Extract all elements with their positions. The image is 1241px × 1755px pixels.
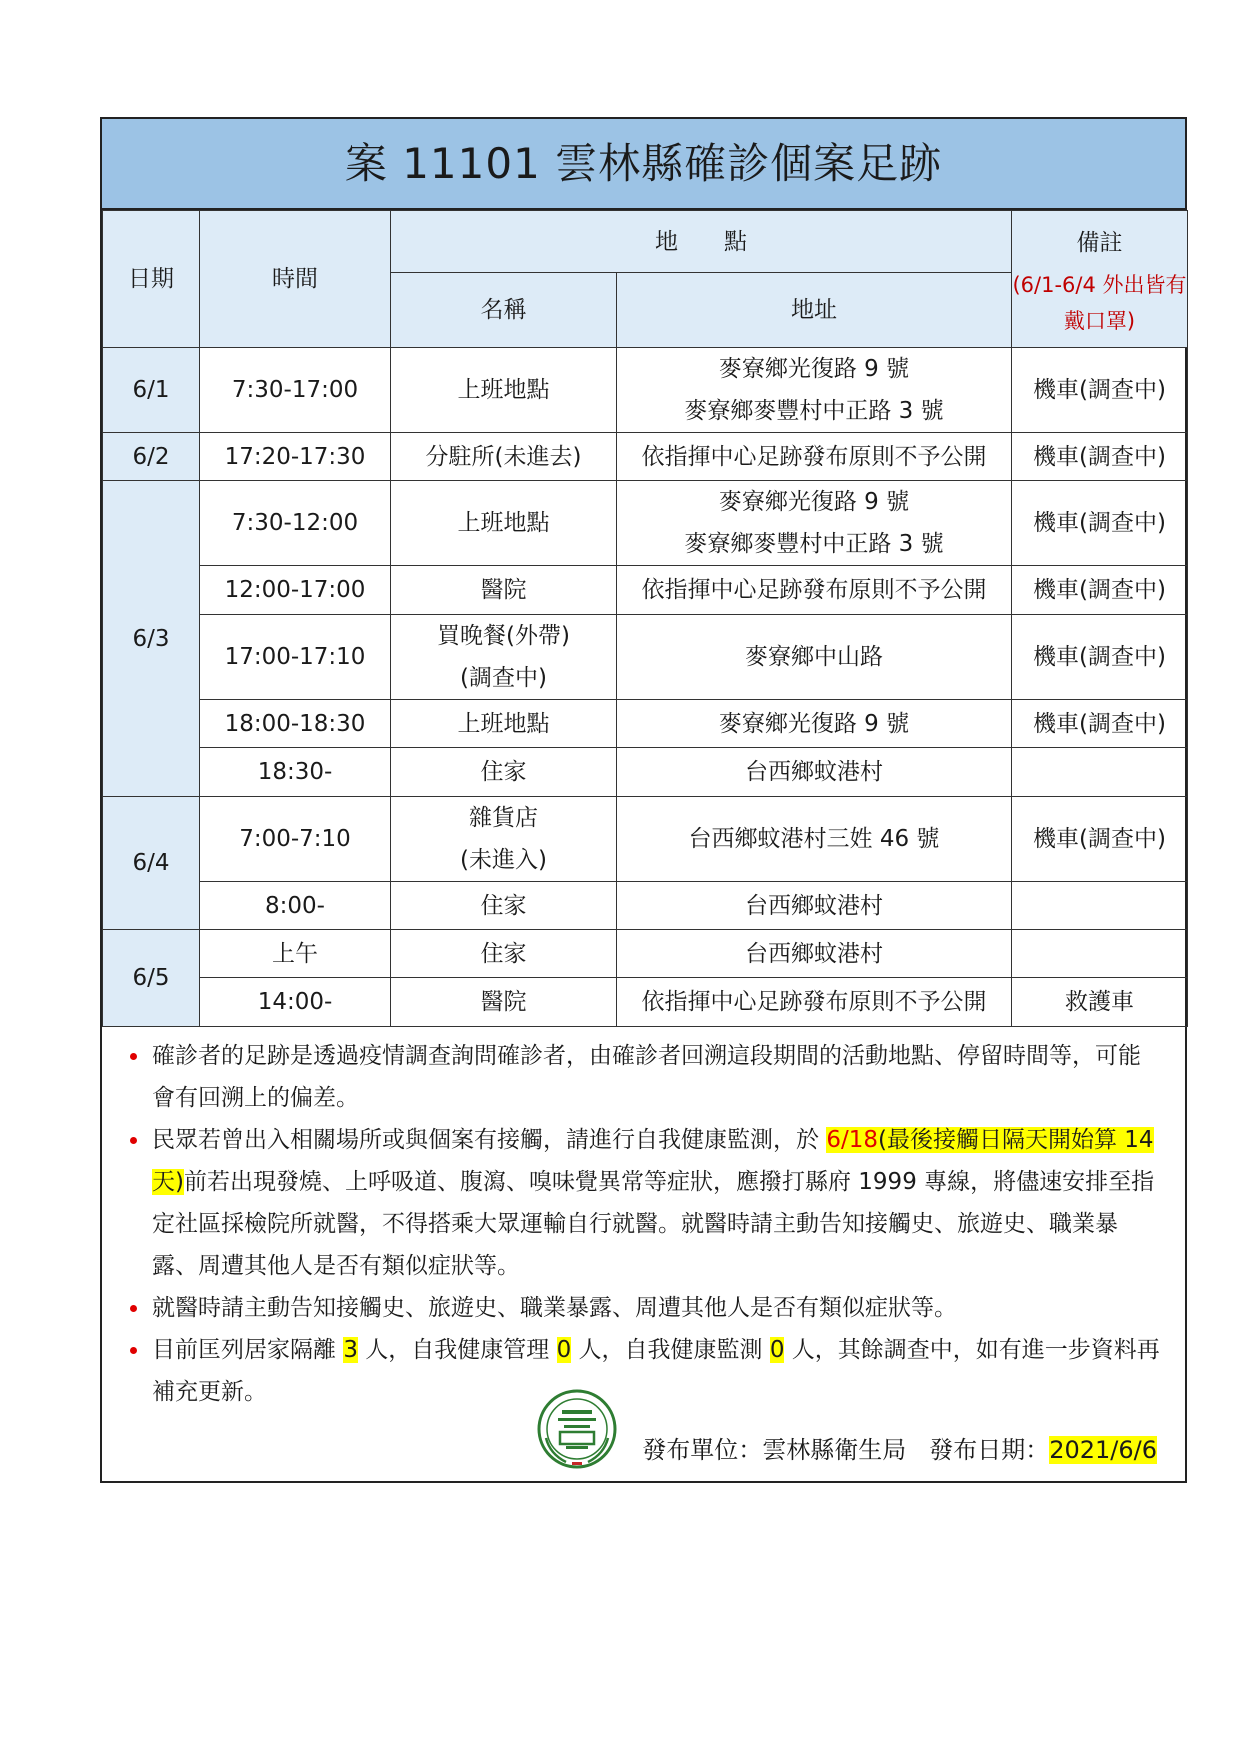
health-bureau-seal-icon — [536, 1388, 618, 1470]
date-cell: 6/2 — [103, 433, 200, 481]
table-row — [103, 882, 1188, 930]
table-row — [103, 700, 1188, 748]
address-cell: 麥寮鄉中山路 — [617, 615, 1012, 700]
issue-date-label: 發布日期： — [929, 1436, 1050, 1464]
bullet-icon — [130, 1305, 137, 1312]
time-cell: 14:00- — [200, 978, 391, 1027]
time-cell: 18:00-18:30 — [200, 700, 391, 748]
place-name-cell — [391, 615, 617, 700]
table-row — [103, 433, 1188, 481]
address-cell — [617, 348, 1012, 433]
note-item — [130, 1287, 1161, 1329]
note-cell — [1012, 748, 1188, 797]
time-cell: 17:00-17:10 — [200, 615, 391, 700]
footprint-document — [100, 117, 1187, 1483]
note-cell: 機車(調查中) — [1012, 348, 1188, 433]
place-name-cell: 上班地點 — [391, 700, 617, 748]
issuer-text — [642, 1430, 1157, 1470]
time-cell: 上午 — [200, 930, 391, 978]
table-row — [103, 930, 1188, 978]
bullet-icon — [130, 1347, 137, 1354]
note-text: 人，自我健康管理 — [357, 1337, 557, 1363]
footprint-table — [102, 210, 1188, 1027]
address-line: 麥寮鄉光復路 9 號 — [718, 356, 910, 382]
place-name-line: 買晚餐(外帶) — [437, 623, 570, 649]
note-text: 目前匡列居家隔離 — [152, 1337, 344, 1363]
table-row — [103, 797, 1188, 882]
place-name-cell: 上班地點 — [391, 348, 617, 433]
time-cell: 17:20-17:30 — [200, 433, 391, 481]
note-cell: 機車(調查中) — [1012, 566, 1188, 615]
address-line: 麥寮鄉光復路 9 號 — [718, 489, 910, 515]
header-time: 時間 — [200, 211, 391, 348]
address-cell: 台西鄉蚊港村 — [617, 748, 1012, 797]
header-address: 地址 — [617, 273, 1012, 348]
date-cell: 6/1 — [103, 348, 200, 433]
table-row — [103, 481, 1188, 566]
place-name-cell: 住家 — [391, 748, 617, 797]
place-name-cell: 住家 — [391, 882, 617, 930]
place-name-cell: 醫院 — [391, 978, 617, 1027]
time-cell: 7:30-17:00 — [200, 348, 391, 433]
address-line: 麥寮鄉麥豐村中正路 3 號 — [684, 531, 944, 557]
note-text: 就醫時請主動告知接觸史、旅遊史、職業暴露、周遭其他人是否有類似症狀等。 — [152, 1295, 957, 1321]
header-name: 名稱 — [391, 273, 617, 348]
bullet-icon — [130, 1137, 137, 1144]
date-cell: 6/4 — [103, 797, 200, 930]
header-note-title: 備註 — [1076, 230, 1123, 256]
time-cell: 18:30- — [200, 748, 391, 797]
note-cell: 機車(調查中) — [1012, 700, 1188, 748]
bullet-icon — [130, 1053, 137, 1060]
address-line: 麥寮鄉麥豐村中正路 3 號 — [684, 398, 944, 424]
table-row — [103, 748, 1188, 797]
place-name-line: (未進入) — [460, 847, 547, 873]
date-cell: 6/3 — [103, 481, 200, 797]
table-row — [103, 978, 1188, 1027]
header-date: 日期 — [103, 211, 200, 348]
self-monitoring-count: 0 — [769, 1337, 785, 1363]
note-cell: 機車(調查中) — [1012, 797, 1188, 882]
time-cell: 7:30-12:00 — [200, 481, 391, 566]
address-cell: 台西鄉蚊港村 — [617, 882, 1012, 930]
address-cell: 麥寮鄉光復路 9 號 — [617, 700, 1012, 748]
address-cell: 依指揮中心足跡發布原則不予公開 — [617, 566, 1012, 615]
time-cell: 8:00- — [200, 882, 391, 930]
place-name-cell: 住家 — [391, 930, 617, 978]
note-item — [130, 1035, 1161, 1119]
place-name-cell: 上班地點 — [391, 481, 617, 566]
home-isolation-count: 3 — [343, 1337, 358, 1363]
address-cell: 依指揮中心足跡發布原則不予公開 — [617, 978, 1012, 1027]
document-title: 案 11101 雲林縣確診個案足跡 — [102, 119, 1185, 210]
note-cell — [1012, 882, 1188, 930]
place-name-cell: 醫院 — [391, 566, 617, 615]
address-cell: 台西鄉蚊港村三姓 46 號 — [617, 797, 1012, 882]
note-text: 確診者的足跡是透過疫情調查詢問確診者，由確診者回溯這段期間的活動地點、停留時間等，可能會有回溯上的偏差。 — [152, 1043, 1141, 1111]
note-cell: 機車(調查中) — [1012, 433, 1188, 481]
issuer-unit: 發布單位：雲林縣衛生局 — [642, 1436, 907, 1464]
table-row — [103, 615, 1188, 700]
address-cell — [617, 481, 1012, 566]
issue-date: 2021/6/6 — [1049, 1436, 1157, 1464]
place-name-cell: 分駐所(未進去) — [391, 433, 617, 481]
note-text: 人，其餘調查中，如有進一步資料再補充更新。 — [152, 1337, 1160, 1405]
table-row — [103, 566, 1188, 615]
note-text: 人，自我健康監測 — [571, 1337, 770, 1363]
note-item — [130, 1329, 1161, 1413]
header-note — [1012, 211, 1188, 348]
note-text: 民眾若曾出入相關場所或與個案有接觸，請進行自我健康監測，於 — [152, 1127, 827, 1153]
place-name-cell — [391, 797, 617, 882]
address-cell: 台西鄉蚊港村 — [617, 930, 1012, 978]
issuer-footer — [102, 1426, 1185, 1472]
note-text: 前若出現發燒、上呼吸道、腹瀉、嗅味覺異常等症狀，應撥打縣府 1999 專線，將儘速安排至指定社區採檢院所就醫，不得搭乘大眾運輸自行就醫。就醫時請主動告知接觸史、旅遊史、職業暴露、周遭其他人是否有類似症狀等。 — [152, 1169, 1155, 1279]
note-cell: 救護車 — [1012, 978, 1188, 1027]
monitor-end-date: 6/18 — [826, 1127, 878, 1153]
monitor-period-note: (最後接觸日隔天開始算 14 天) — [152, 1127, 1154, 1195]
address-cell: 依指揮中心足跡發布原則不予公開 — [617, 433, 1012, 481]
date-cell: 6/5 — [103, 930, 200, 1027]
note-cell: 機車(調查中) — [1012, 481, 1188, 566]
note-item — [130, 1119, 1161, 1287]
table-row — [103, 348, 1188, 433]
header-note-mask: (6/1-6/4 外出皆有戴口罩) — [1012, 273, 1187, 333]
place-name-line: (調查中) — [460, 665, 547, 691]
place-name-line: 雜貨店 — [469, 805, 538, 831]
header-place: 地 點 — [391, 211, 1012, 273]
note-cell: 機車(調查中) — [1012, 615, 1188, 700]
notes-section — [102, 1035, 1185, 1413]
self-management-count: 0 — [556, 1337, 572, 1363]
time-cell: 7:00-7:10 — [200, 797, 391, 882]
note-cell — [1012, 930, 1188, 978]
time-cell: 12:00-17:00 — [200, 566, 391, 615]
